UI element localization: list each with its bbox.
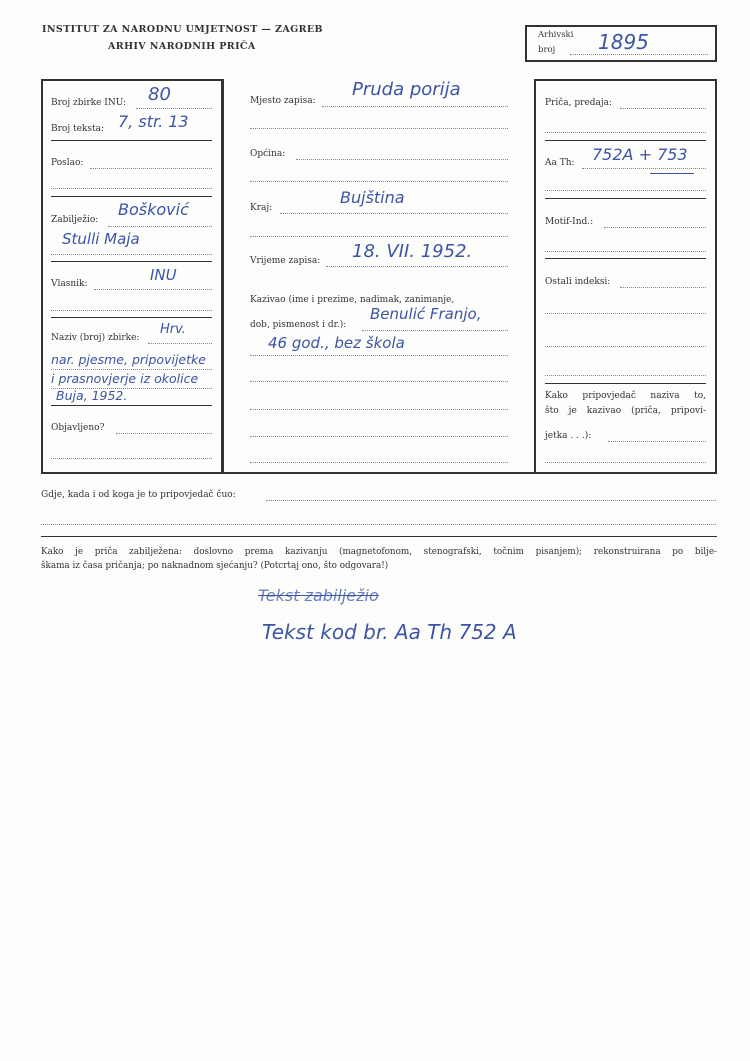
gdje-label: Gdje, kada i od koga je to pripovjedač čuo: bbox=[41, 490, 236, 500]
kazivao-line-2 bbox=[250, 355, 508, 356]
kraj-line-2 bbox=[250, 236, 508, 237]
right-rule-4 bbox=[545, 383, 706, 384]
left-rule-2 bbox=[51, 196, 212, 197]
vrijeme-line bbox=[326, 266, 508, 267]
aath-value: 752A + 753 bbox=[592, 145, 688, 164]
prica-label: Priča, predaja: bbox=[545, 98, 613, 108]
naziv-label: Naziv (broj) zbirke: bbox=[51, 333, 140, 343]
divider-left bbox=[221, 79, 223, 474]
zabiljezio-line-2 bbox=[51, 254, 212, 255]
archive-number-line bbox=[570, 54, 708, 55]
objavljeno-line-2 bbox=[51, 458, 212, 459]
kazivao-value-2: 46 god., bez škola bbox=[268, 334, 405, 352]
vlasnik-value: INU bbox=[150, 266, 177, 284]
note-text: Tekst kod br. Aa Th 752 A bbox=[262, 620, 517, 644]
kako-line-2 bbox=[545, 462, 706, 463]
kako-label-2: što je kazivao (priča, pripovi- bbox=[545, 406, 706, 416]
naziv-value-2: nar. pjesme, pripovijetke bbox=[51, 352, 206, 367]
ostali-line-3 bbox=[545, 346, 706, 347]
broj-zbirke-value: 80 bbox=[148, 84, 171, 105]
aath-line-2 bbox=[545, 190, 706, 191]
vlasnik-line bbox=[94, 289, 212, 290]
main-bottom-line bbox=[41, 472, 717, 474]
note-struck-text: Tekst zabilježio bbox=[258, 586, 379, 605]
aath-line bbox=[582, 168, 706, 169]
opcina-line bbox=[296, 159, 508, 160]
mjesto-line-2 bbox=[250, 128, 508, 129]
motif-label: Motif-Ind.: bbox=[545, 217, 594, 227]
kraj-label: Kraj: bbox=[250, 203, 273, 213]
zabiljezio-value-2: Stulli Maja bbox=[62, 230, 140, 248]
left-box bbox=[41, 79, 224, 474]
kazivao-value-1: Benulić Franjo, bbox=[370, 305, 482, 323]
naziv-line-2 bbox=[51, 369, 212, 370]
opcina-label: Općina: bbox=[250, 149, 286, 159]
kako-label-1: Kako pripovjedač naziva to, bbox=[545, 391, 706, 401]
kako-zabiljezena-line-1: Kako je priča zabilježena: doslovno prema kazivanju (magnetofonom, stenografski, točnim pisanjem); rekonstruirana po bilje- bbox=[41, 547, 717, 557]
objavljeno-label: Objavljeno? bbox=[51, 423, 105, 433]
naziv-value-4: Buja, 1952. bbox=[56, 388, 128, 403]
motif-line bbox=[604, 227, 706, 228]
left-rule-4 bbox=[51, 317, 212, 318]
broj-teksta-label: Broj teksta: bbox=[51, 124, 105, 134]
ostali-label: Ostali indeksi: bbox=[545, 277, 611, 287]
kazivao-label-2: dob, pismenost i dr.): bbox=[250, 320, 347, 330]
poslao-line bbox=[90, 168, 212, 169]
kraj-line bbox=[280, 213, 508, 214]
kazivao-line-3 bbox=[250, 381, 508, 382]
left-rule-5 bbox=[51, 405, 212, 406]
mjesto-line bbox=[322, 106, 508, 107]
kazivao-line-6 bbox=[250, 462, 508, 463]
zabiljezio-label: Zabilježio: bbox=[51, 215, 99, 225]
right-rule-1 bbox=[545, 140, 706, 141]
naziv-line bbox=[148, 343, 212, 344]
objavljeno-line bbox=[116, 433, 212, 434]
mjesto-value: Pruda porija bbox=[352, 79, 461, 100]
opcina-line-2 bbox=[250, 181, 508, 182]
kazivao-line bbox=[362, 330, 508, 331]
left-rule-3 bbox=[51, 261, 212, 262]
naziv-value-3: i prasnovjerje iz okolice bbox=[51, 371, 199, 386]
mjesto-label: Mjesto zapisa: bbox=[250, 96, 316, 106]
vlasnik-line-2 bbox=[51, 310, 212, 311]
broj-teksta-value: 7, str. 13 bbox=[118, 112, 189, 131]
archive-title: ARHIV NARODNIH PRIČA bbox=[108, 41, 256, 52]
kazivao-line-5 bbox=[250, 436, 508, 437]
bottom-rule bbox=[41, 536, 717, 537]
kako-line bbox=[608, 441, 706, 442]
ostali-line-2 bbox=[545, 313, 706, 314]
vrijeme-value: 18. VII. 1952. bbox=[352, 241, 473, 262]
poslao-label: Poslao: bbox=[51, 158, 84, 168]
vlasnik-label: Vlasnik: bbox=[51, 279, 88, 289]
ostali-line-4 bbox=[545, 375, 706, 376]
archive-number-value: 1895 bbox=[598, 30, 649, 54]
aath-label: Aa Th: bbox=[545, 158, 575, 168]
prica-line-2 bbox=[545, 132, 706, 133]
ostali-line bbox=[620, 287, 706, 288]
naziv-value-1: Hrv. bbox=[160, 322, 186, 337]
kako-label-3: jetka . . .): bbox=[545, 431, 592, 441]
prica-line bbox=[620, 108, 706, 109]
left-rule-1 bbox=[51, 140, 212, 141]
right-rule-3 bbox=[545, 258, 706, 259]
archive-number-label-1: Arhivski bbox=[538, 30, 574, 40]
kako-zabiljezena-line-2: škama iz časa pričanja; po naknadnom sjećanju? (Potcrtaj ono, što odgovara!) bbox=[41, 561, 389, 571]
gdje-line-2 bbox=[41, 524, 716, 525]
kraj-value: Bujština bbox=[340, 188, 405, 207]
institute-title: INSTITUT ZA NARODNU UMJETNOST — ZAGREB bbox=[42, 24, 323, 35]
kazivao-line-4 bbox=[250, 409, 508, 410]
poslao-line-2 bbox=[51, 188, 212, 189]
broj-zbirke-label: Broj zbirke INU: bbox=[51, 98, 127, 108]
right-rule-2 bbox=[545, 198, 706, 199]
gdje-line bbox=[266, 500, 716, 501]
archive-number-label-2: broj bbox=[538, 45, 556, 55]
vrijeme-label: Vrijeme zapisa: bbox=[250, 256, 321, 266]
motif-line-2 bbox=[545, 251, 706, 252]
broj-zbirke-line bbox=[136, 108, 212, 109]
zabiljezio-line bbox=[108, 226, 212, 227]
zabiljezio-value-1: Bošković bbox=[118, 200, 189, 219]
aath-underline bbox=[650, 173, 694, 174]
kazivao-label-1: Kazivao (ime i prezime, nadimak, zanimanje, bbox=[250, 295, 455, 305]
